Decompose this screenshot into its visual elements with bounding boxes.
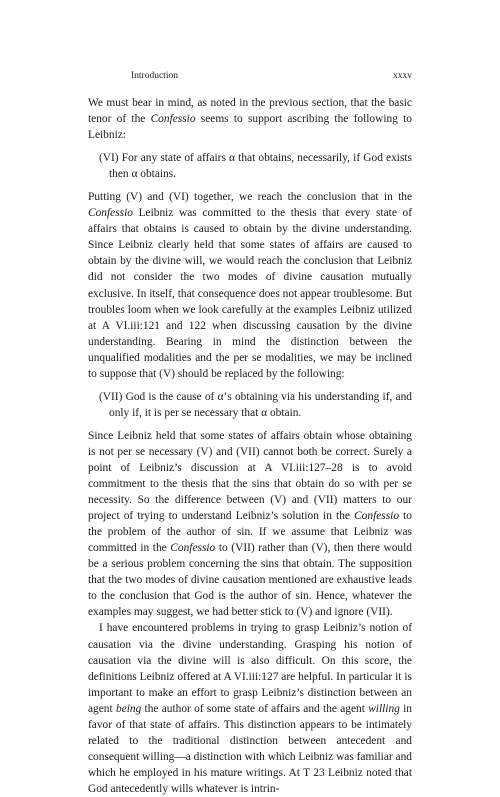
text-run: We must bear in mind, as noted in the previous section, that the basic tenor of the [88, 97, 412, 126]
paragraph [88, 95, 412, 143]
text-run: the author of some state of affairs and the agent [141, 702, 369, 715]
block-quote [88, 389, 412, 421]
italic-text: Confessio [170, 542, 216, 555]
text-run: in favor of that state of affairs. This distinction appears to be intimately related to the traditional distinction between antecedent and consequent willing—a distinction with which Leibniz was familiar and which he employed in his mature writings. At T 23 Leibniz noted that God antecedently wills whatever is intrin- [88, 702, 412, 795]
text-run: (VII) God is the cause of α’s obtaining via his understanding if, and only if, it is per se necessary that α obtain. [99, 390, 412, 419]
page-number: xxxv [393, 71, 412, 81]
paragraph [88, 620, 412, 797]
text-run: Leibniz was committed to the thesis that every state of affairs that obtains is caused to obtain by the divine understanding. Since Leibniz clearly held that some states of affairs are caused to obtain by the divine will, we would reach the conclusion that Leibniz did not consider the two modes of divine causation mutually exclusive. In itself, that consequence does not appear troublesome. But troubles loom when we look carefully at the examples Leibniz utilized at A VI.iii:121 and 122 when discussing causation by the divine understanding. Bearing in mind the distinction between the unqualified modalities and the per se modalities, we may be inclined to suppose that (V) should be replaced by the following: [88, 207, 412, 380]
text-run: to (VII) rather than (V), then there would be a serious problem concerning the sins that obtain. The supposition that the two modes of divine causation mentioned are exhaustive leads to the conclusion that God is the author of sin. Hence, whatever the examples may suggest, we had better stick to (V) and ignore (VII). [88, 542, 412, 619]
text-run: I have encountered problems in trying to grasp Leibniz’s notion of causation via the divine understanding. Grasping his notion of causation via the divine will is also difficult. On this score, the definitions Leibniz offered at A VI.iii:127 are helpful. In particular it is important to make an effort to grasp Leibniz’s distinction between an agent [88, 622, 412, 715]
italic-text: willing [368, 702, 400, 715]
italic-text: being [115, 702, 142, 715]
text-run: seems to support ascribing the following to Leibniz: [88, 113, 412, 142]
text-run: to the problem of the author of sin. If we assume that Leibniz was committed in the [88, 510, 412, 555]
italic-text: Confessio [150, 113, 196, 126]
running-head [131, 70, 412, 82]
italic-text: Confessio [88, 207, 133, 220]
paragraph [88, 189, 412, 382]
paragraph [88, 428, 412, 621]
running-head-section: Introduction [131, 71, 178, 81]
text-run: Since Leibniz held that some states of affairs obtain whose obtaining is not per se necessary (V) and (VII) cannot both be correct. Surely a point of Leibniz’s discussion at A VI.iii:127–28 is to avoid commitment to the thesis that the sins that obtain do so with per se necessity. So the difference between (V) and (VII) matters to our project of trying to understand Leibniz’s solution in the [88, 429, 412, 523]
text-run: Putting (V) and (VI) together, we reach the conclusion that in the [88, 191, 412, 204]
body-text [88, 95, 412, 797]
italic-text: Confessio [354, 510, 400, 523]
text-run: (VI) For any state of affairs α that obtains, necessarily, if God exists then α obtains. [99, 152, 412, 181]
block-quote [88, 150, 412, 182]
